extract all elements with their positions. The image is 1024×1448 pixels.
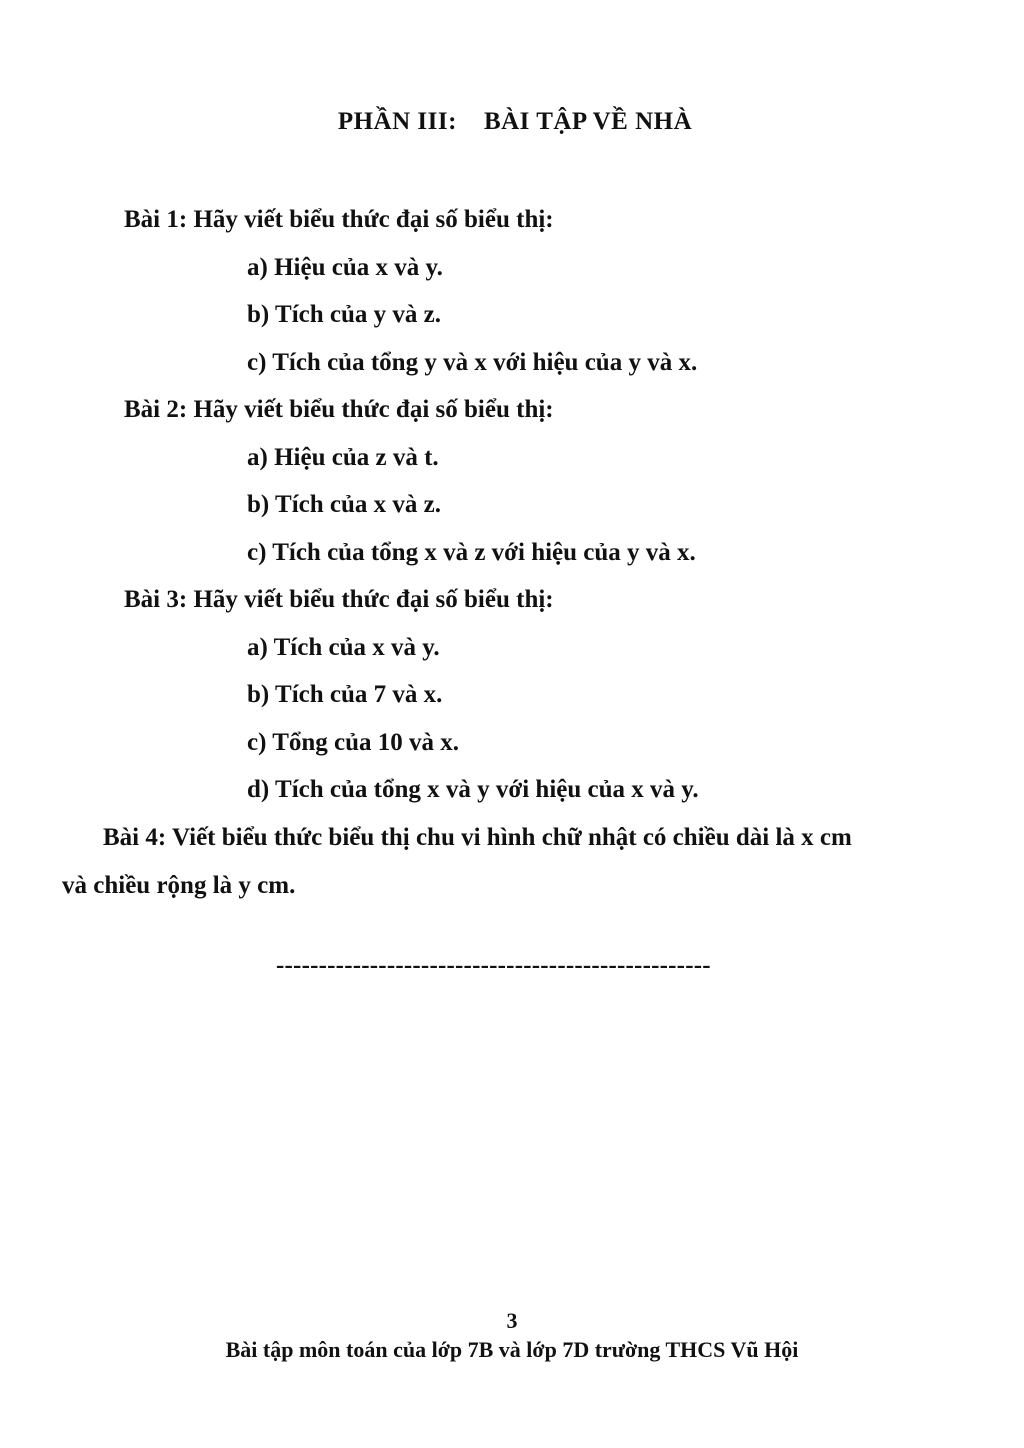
exercise-3-item-b: b) Tích của 7 và x.	[247, 681, 443, 708]
dashed-divider: ---------------------------------------------------	[276, 952, 711, 979]
exercise-1-heading: Bài 1: Hãy viết biểu thức đại số biểu thị:	[124, 206, 554, 233]
page-number: 3	[506, 1308, 518, 1333]
page-footer: Bài tập môn toán của lớp 7B và lớp 7D trường THCS Vũ Hội	[225, 1337, 799, 1362]
exercise-3-heading: Bài 3: Hãy viết biểu thức đại số biểu thị:	[124, 586, 554, 613]
section-part: PHẦN III:	[337, 108, 457, 135]
exercise-4-line-1: Bài 4: Viết biểu thức biểu thị chu vi hình chữ nhật có chiều dài là x cm	[103, 824, 852, 851]
exercise-3-item-a: a) Tích của x và y.	[247, 634, 440, 661]
exercise-1-item-c: c) Tích của tổng y và x với hiệu của y và x.	[247, 349, 698, 376]
exercise-1-item-a: a) Hiệu của x và y.	[247, 254, 443, 281]
exercise-2-item-a: a) Hiệu của z và t.	[247, 444, 439, 471]
section-heading: BÀI TẬP VỀ NHÀ	[483, 108, 693, 135]
section-title	[0, 108, 1024, 136]
exercise-2-item-c: c) Tích của tổng x và z với hiệu của y và x.	[247, 539, 696, 566]
exercise-3-item-c: c) Tổng của 10 và x.	[247, 729, 460, 756]
exercise-2-heading: Bài 2: Hãy viết biểu thức đại số biểu thị:	[124, 396, 554, 423]
exercise-2-item-b: b) Tích của x và z.	[247, 491, 441, 518]
exercise-1-item-b: b) Tích của y và z.	[247, 301, 441, 328]
exercise-4-line-2: và chiều rộng là y cm.	[62, 872, 296, 899]
exercise-3-item-d: d) Tích của tổng x và y với hiệu của x và y.	[247, 776, 699, 803]
